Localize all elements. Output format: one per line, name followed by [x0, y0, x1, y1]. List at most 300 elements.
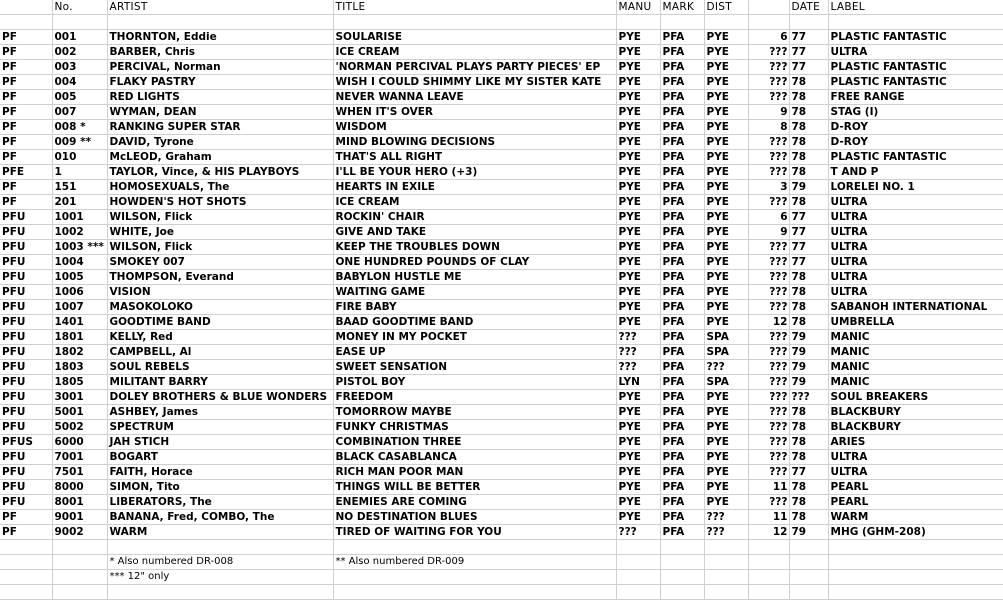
artist-cell: McLEOD, Graham — [107, 150, 333, 165]
artist-cell: RED LIGHTS — [107, 90, 333, 105]
catalog-number-cell: 008 * — [52, 120, 107, 135]
year-cell: 79 — [789, 360, 828, 375]
prefix-cell: PF — [0, 195, 52, 210]
dist-cell: PYE — [704, 255, 748, 270]
table-row — [0, 420, 1003, 435]
artist-cell: VISION — [107, 285, 333, 300]
catalog-number-cell: 1007 — [52, 300, 107, 315]
year-cell: 79 — [789, 180, 828, 195]
table-row — [0, 450, 1003, 465]
title-cell: FREEDOM — [333, 390, 616, 405]
label-cell: MHG (GHM-208) — [828, 525, 1003, 540]
empty-cell — [828, 555, 1003, 570]
label-cell: ULTRA — [828, 255, 1003, 270]
year-cell: 79 — [789, 330, 828, 345]
artist-cell: WYMAN, DEAN — [107, 105, 333, 120]
year-cell: ??? — [789, 390, 828, 405]
title-cell: WHEN IT'S OVER — [333, 105, 616, 120]
artist-cell: PERCIVAL, Norman — [107, 60, 333, 75]
table-row — [0, 345, 1003, 360]
month-cell: ??? — [748, 165, 789, 180]
catalog-number-cell: 7501 — [52, 465, 107, 480]
footnote-2: ** Also numbered DR-009 — [333, 555, 616, 570]
month-cell: ??? — [748, 255, 789, 270]
dist-cell: PYE — [704, 210, 748, 225]
title-cell: SOULARISE — [333, 30, 616, 45]
month-cell: ??? — [748, 150, 789, 165]
dist-cell: PYE — [704, 315, 748, 330]
prefix-cell: PFU — [0, 300, 52, 315]
label-cell: PLASTIC FANTASTIC — [828, 75, 1003, 90]
manu-cell: PYE — [616, 240, 660, 255]
title-cell: KEEP THE TROUBLES DOWN — [333, 240, 616, 255]
label-cell: ULTRA — [828, 210, 1003, 225]
mark-cell: PFA — [660, 225, 704, 240]
empty-cell — [704, 570, 748, 585]
empty-cell — [616, 585, 660, 600]
dist-cell: PYE — [704, 45, 748, 60]
empty-cell — [616, 555, 660, 570]
empty-cell — [660, 15, 704, 30]
table-row — [0, 165, 1003, 180]
dist-cell: PYE — [704, 135, 748, 150]
mark-cell: PFA — [660, 285, 704, 300]
month-cell: ??? — [748, 285, 789, 300]
label-cell: ULTRA — [828, 465, 1003, 480]
empty-cell — [0, 555, 52, 570]
empty-cell — [828, 15, 1003, 30]
catalog-number-cell: 007 — [52, 105, 107, 120]
header-row — [0, 0, 1003, 15]
catalog-number-cell: 001 — [52, 30, 107, 45]
prefix-cell: PF — [0, 60, 52, 75]
catalog-number-cell: 9002 — [52, 525, 107, 540]
catalog-number-cell: 003 — [52, 60, 107, 75]
title-cell: TOMORROW MAYBE — [333, 405, 616, 420]
catalog-number-cell: 002 — [52, 45, 107, 60]
year-cell: 78 — [789, 435, 828, 450]
prefix-cell: PFU — [0, 495, 52, 510]
empty-cell — [828, 540, 1003, 555]
empty-cell — [52, 585, 107, 600]
dist-cell: SPA — [704, 330, 748, 345]
manu-cell: PYE — [616, 465, 660, 480]
artist-cell: SMOKEY 007 — [107, 255, 333, 270]
mark-cell: PFA — [660, 195, 704, 210]
month-cell: ??? — [748, 75, 789, 90]
manu-cell: PYE — [616, 30, 660, 45]
mark-cell: PFA — [660, 480, 704, 495]
footnote-3: *** 12" only — [107, 570, 333, 585]
mark-cell: PFA — [660, 240, 704, 255]
empty-cell — [107, 540, 333, 555]
dist-cell: PYE — [704, 75, 748, 90]
manu-cell: PYE — [616, 150, 660, 165]
title-cell: I'LL BE YOUR HERO (+3) — [333, 165, 616, 180]
manu-cell: PYE — [616, 45, 660, 60]
empty-cell — [789, 15, 828, 30]
dist-cell: PYE — [704, 285, 748, 300]
label-cell: PLASTIC FANTASTIC — [828, 60, 1003, 75]
empty-cell — [748, 15, 789, 30]
label-cell: BLACKBURY — [828, 420, 1003, 435]
prefix-cell: PFU — [0, 405, 52, 420]
label-cell: BLACKBURY — [828, 405, 1003, 420]
year-cell: 78 — [789, 495, 828, 510]
label-cell: LORELEI NO. 1 — [828, 180, 1003, 195]
month-cell: ??? — [748, 135, 789, 150]
year-cell: 77 — [789, 465, 828, 480]
month-cell: ??? — [748, 420, 789, 435]
title-cell: ONE HUNDRED POUNDS OF CLAY — [333, 255, 616, 270]
mark-cell: PFA — [660, 60, 704, 75]
table-row — [0, 330, 1003, 345]
title-cell: FUNKY CHRISTMAS — [333, 420, 616, 435]
artist-cell: KELLY, Red — [107, 330, 333, 345]
month-cell: 11 — [748, 510, 789, 525]
prefix-cell: PFUS — [0, 435, 52, 450]
artist-cell: DAVID, Tyrone — [107, 135, 333, 150]
manu-cell: ??? — [616, 345, 660, 360]
dist-cell: PYE — [704, 105, 748, 120]
catalog-number-cell: 9001 — [52, 510, 107, 525]
artist-cell: HOWDEN'S HOT SHOTS — [107, 195, 333, 210]
dist-cell: PYE — [704, 405, 748, 420]
label-cell: FREE RANGE — [828, 90, 1003, 105]
empty-cell — [616, 15, 660, 30]
manu-cell: ??? — [616, 330, 660, 345]
artist-cell: SOUL REBELS — [107, 360, 333, 375]
artist-cell: RANKING SUPER STAR — [107, 120, 333, 135]
empty-cell — [0, 15, 52, 30]
catalog-number-cell: 010 — [52, 150, 107, 165]
dist-cell: PYE — [704, 435, 748, 450]
mark-cell: PFA — [660, 315, 704, 330]
year-cell: 78 — [789, 195, 828, 210]
catalog-number-cell: 1803 — [52, 360, 107, 375]
month-cell: ??? — [748, 45, 789, 60]
mark-cell: PFA — [660, 270, 704, 285]
empty-cell — [828, 585, 1003, 600]
label-cell: STAG (I) — [828, 105, 1003, 120]
dist-cell: ??? — [704, 510, 748, 525]
catalog-number-cell: 5002 — [52, 420, 107, 435]
year-cell: 78 — [789, 285, 828, 300]
catalog-number-cell: 3001 — [52, 390, 107, 405]
label-cell: PLASTIC FANTASTIC — [828, 150, 1003, 165]
artist-cell: TAYLOR, Vince, & HIS PLAYBOYS — [107, 165, 333, 180]
title-cell: ICE CREAM — [333, 45, 616, 60]
table-row — [0, 75, 1003, 90]
spacer-row — [0, 15, 1003, 30]
catalog-number-cell: 1002 — [52, 225, 107, 240]
empty-cell — [789, 585, 828, 600]
manu-cell: PYE — [616, 315, 660, 330]
dist-cell: SPA — [704, 375, 748, 390]
label-cell: WARM — [828, 510, 1003, 525]
title-cell: EASE UP — [333, 345, 616, 360]
year-cell: 78 — [789, 105, 828, 120]
mark-cell: PFA — [660, 135, 704, 150]
year-cell: 78 — [789, 450, 828, 465]
manu-cell: PYE — [616, 420, 660, 435]
month-cell: ??? — [748, 495, 789, 510]
header-label: LABEL — [828, 0, 1003, 15]
artist-cell: WILSON, Flick — [107, 210, 333, 225]
title-cell: MONEY IN MY POCKET — [333, 330, 616, 345]
table-row — [0, 45, 1003, 60]
year-cell: 78 — [789, 270, 828, 285]
empty-cell — [107, 15, 333, 30]
prefix-cell: PFU — [0, 225, 52, 240]
label-cell: ULTRA — [828, 240, 1003, 255]
artist-cell: WARM — [107, 525, 333, 540]
artist-cell: BOGART — [107, 450, 333, 465]
label-cell: MANIC — [828, 375, 1003, 390]
year-cell: 78 — [789, 315, 828, 330]
title-cell: ROCKIN' CHAIR — [333, 210, 616, 225]
header-prefix — [0, 0, 52, 15]
year-cell: 78 — [789, 510, 828, 525]
month-cell: ??? — [748, 450, 789, 465]
label-cell: MANIC — [828, 360, 1003, 375]
artist-cell: FLAKY PASTRY — [107, 75, 333, 90]
artist-cell: THORNTON, Eddie — [107, 30, 333, 45]
mark-cell: PFA — [660, 45, 704, 60]
month-cell: 6 — [748, 30, 789, 45]
empty-cell — [616, 540, 660, 555]
label-cell: ARIES — [828, 435, 1003, 450]
manu-cell: PYE — [616, 90, 660, 105]
catalog-number-cell: 5001 — [52, 405, 107, 420]
catalog-number-cell: 1004 — [52, 255, 107, 270]
catalog-number-cell: 1005 — [52, 270, 107, 285]
empty-cell — [333, 570, 616, 585]
manu-cell: PYE — [616, 75, 660, 90]
manu-cell: PYE — [616, 405, 660, 420]
mark-cell: PFA — [660, 435, 704, 450]
prefix-cell: PFU — [0, 210, 52, 225]
label-cell: D-ROY — [828, 135, 1003, 150]
year-cell: 79 — [789, 525, 828, 540]
table-row — [0, 495, 1003, 510]
mark-cell: PFA — [660, 390, 704, 405]
label-cell: PEARL — [828, 495, 1003, 510]
mark-cell: PFA — [660, 375, 704, 390]
mark-cell: PFA — [660, 75, 704, 90]
table-row — [0, 120, 1003, 135]
prefix-cell: PFU — [0, 240, 52, 255]
artist-cell: THOMPSON, Everand — [107, 270, 333, 285]
table-row — [0, 390, 1003, 405]
table-row — [0, 315, 1003, 330]
header-dist: DIST — [704, 0, 748, 15]
artist-cell: DOLEY BROTHERS & BLUE WONDERS — [107, 390, 333, 405]
mark-cell: PFA — [660, 450, 704, 465]
artist-cell: WHITE, Joe — [107, 225, 333, 240]
empty-cell — [0, 585, 52, 600]
title-cell: WISDOM — [333, 120, 616, 135]
empty-cell — [107, 585, 333, 600]
month-cell: 9 — [748, 225, 789, 240]
header-artist: ARTIST — [107, 0, 333, 15]
year-cell: 78 — [789, 480, 828, 495]
header-mark: MARK — [660, 0, 704, 15]
year-cell: 78 — [789, 90, 828, 105]
label-cell: T AND P — [828, 165, 1003, 180]
manu-cell: PYE — [616, 60, 660, 75]
manu-cell: PYE — [616, 450, 660, 465]
table-row — [0, 195, 1003, 210]
table-row — [0, 105, 1003, 120]
label-cell: UMBRELLA — [828, 315, 1003, 330]
dist-cell: PYE — [704, 150, 748, 165]
artist-cell: FAITH, Horace — [107, 465, 333, 480]
title-cell: RICH MAN POOR MAN — [333, 465, 616, 480]
title-cell: SWEET SENSATION — [333, 360, 616, 375]
artist-cell: SPECTRUM — [107, 420, 333, 435]
empty-cell — [789, 540, 828, 555]
dist-cell: PYE — [704, 270, 748, 285]
empty-cell — [0, 540, 52, 555]
year-cell: 78 — [789, 405, 828, 420]
artist-cell: CAMPBELL, Al — [107, 345, 333, 360]
year-cell: 77 — [789, 45, 828, 60]
prefix-cell: PF — [0, 135, 52, 150]
catalog-number-cell: 005 — [52, 90, 107, 105]
month-cell: ??? — [748, 60, 789, 75]
header-manu: MANU — [616, 0, 660, 15]
prefix-cell: PF — [0, 180, 52, 195]
label-cell: MANIC — [828, 330, 1003, 345]
catalog-number-cell: 8001 — [52, 495, 107, 510]
header-no: No. — [52, 0, 107, 15]
label-cell: ULTRA — [828, 225, 1003, 240]
manu-cell: PYE — [616, 495, 660, 510]
empty-cell — [748, 570, 789, 585]
year-cell: 77 — [789, 240, 828, 255]
table-row — [0, 60, 1003, 75]
manu-cell: PYE — [616, 105, 660, 120]
month-cell: ??? — [748, 330, 789, 345]
dist-cell: ??? — [704, 525, 748, 540]
month-cell: ??? — [748, 390, 789, 405]
empty-cell — [748, 555, 789, 570]
dist-cell: PYE — [704, 465, 748, 480]
title-cell: WAITING GAME — [333, 285, 616, 300]
year-cell: 78 — [789, 420, 828, 435]
table-row — [0, 210, 1003, 225]
manu-cell: LYN — [616, 375, 660, 390]
empty-cell — [660, 585, 704, 600]
mark-cell: PFA — [660, 210, 704, 225]
title-cell: ENEMIES ARE COMING — [333, 495, 616, 510]
month-cell: ??? — [748, 405, 789, 420]
month-cell: ??? — [748, 375, 789, 390]
table-row — [0, 30, 1003, 45]
manu-cell: PYE — [616, 225, 660, 240]
month-cell: 8 — [748, 120, 789, 135]
mark-cell: PFA — [660, 90, 704, 105]
month-cell: 12 — [748, 525, 789, 540]
empty-cell — [748, 585, 789, 600]
month-cell: 12 — [748, 315, 789, 330]
label-cell: PLASTIC FANTASTIC — [828, 30, 1003, 45]
manu-cell: PYE — [616, 285, 660, 300]
prefix-cell: PFU — [0, 450, 52, 465]
catalog-number-cell: 1805 — [52, 375, 107, 390]
artist-cell: MILITANT BARRY — [107, 375, 333, 390]
footnote-1: * Also numbered DR-008 — [107, 555, 333, 570]
title-cell: COMBINATION THREE — [333, 435, 616, 450]
artist-cell: MASOKOLOKO — [107, 300, 333, 315]
catalog-number-cell: 1801 — [52, 330, 107, 345]
year-cell: 78 — [789, 165, 828, 180]
manu-cell: PYE — [616, 300, 660, 315]
year-cell: 78 — [789, 150, 828, 165]
catalog-number-cell: 1 — [52, 165, 107, 180]
year-cell: 77 — [789, 60, 828, 75]
empty-cell — [333, 15, 616, 30]
table-row — [0, 435, 1003, 450]
mark-cell: PFA — [660, 120, 704, 135]
mark-cell: PFA — [660, 495, 704, 510]
table-row — [0, 360, 1003, 375]
empty-cell — [0, 570, 52, 585]
table-row — [0, 90, 1003, 105]
manu-cell: PYE — [616, 480, 660, 495]
prefix-cell: PFU — [0, 390, 52, 405]
year-cell: 78 — [789, 300, 828, 315]
empty-cell — [789, 570, 828, 585]
title-cell: BLACK CASABLANCA — [333, 450, 616, 465]
year-cell: 78 — [789, 75, 828, 90]
dist-cell: PYE — [704, 495, 748, 510]
table-row — [0, 180, 1003, 195]
prefix-cell: PF — [0, 105, 52, 120]
dist-cell: PYE — [704, 480, 748, 495]
title-cell: WISH I COULD SHIMMY LIKE MY SISTER KATE — [333, 75, 616, 90]
note-row — [0, 570, 1003, 585]
dist-cell: PYE — [704, 390, 748, 405]
artist-cell: BANANA, Fred, COMBO, The — [107, 510, 333, 525]
title-cell: MIND BLOWING DECISIONS — [333, 135, 616, 150]
month-cell: ??? — [748, 90, 789, 105]
table-row — [0, 375, 1003, 390]
manu-cell: PYE — [616, 120, 660, 135]
month-cell: ??? — [748, 360, 789, 375]
table-row — [0, 465, 1003, 480]
empty-cell — [704, 540, 748, 555]
mark-cell: PFA — [660, 30, 704, 45]
dist-cell: PYE — [704, 420, 748, 435]
mark-cell: PFA — [660, 525, 704, 540]
label-cell: SOUL BREAKERS — [828, 390, 1003, 405]
month-cell: 6 — [748, 210, 789, 225]
empty-cell — [704, 555, 748, 570]
dist-cell: PYE — [704, 300, 748, 315]
prefix-cell: PFU — [0, 360, 52, 375]
mark-cell: PFA — [660, 105, 704, 120]
year-cell: 77 — [789, 210, 828, 225]
empty-cell — [660, 540, 704, 555]
title-cell: TIRED OF WAITING FOR YOU — [333, 525, 616, 540]
month-cell: 3 — [748, 180, 789, 195]
catalog-number-cell: 1006 — [52, 285, 107, 300]
catalog-number-cell: 151 — [52, 180, 107, 195]
label-cell: D-ROY — [828, 120, 1003, 135]
note-row — [0, 555, 1003, 570]
